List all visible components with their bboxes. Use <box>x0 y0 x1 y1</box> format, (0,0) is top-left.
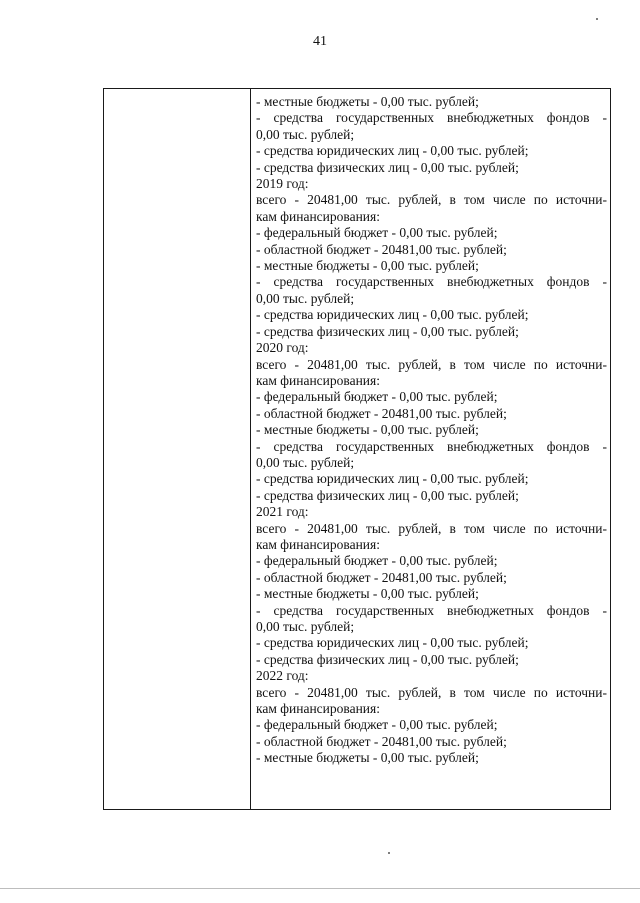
content-line: кам финансирования: <box>256 208 380 224</box>
page-number: 41 <box>313 34 327 49</box>
content-line: - средства юридических лиц - 0,00 тыс. рублей; <box>256 307 529 323</box>
content-line: - местные бюджеты - 0,00 тыс. рублей; <box>256 258 479 274</box>
scan-speck <box>596 18 598 20</box>
content-line: - средства государственных внебюджетных фондов - <box>256 274 607 290</box>
content-line: - средства государственных внебюджетных фондов - <box>256 438 607 454</box>
content-line: всего - 20481,00 тыс. рублей, в том числе по источни- <box>256 520 607 536</box>
content-line: - средства юридических лиц - 0,00 тыс. рублей; <box>256 635 529 651</box>
content-line: - федеральный бюджет - 0,00 тыс. рублей; <box>256 389 498 405</box>
content-line: - федеральный бюджет - 0,00 тыс. рублей; <box>256 553 498 569</box>
content-line: - местные бюджеты - 0,00 тыс. рублей; <box>256 94 479 109</box>
content-line: - областной бюджет - 20481,00 тыс. рублей; <box>256 569 507 585</box>
content-line: - средства государственных внебюджетных фондов - <box>256 110 607 126</box>
content-line: - средства юридических лиц - 0,00 тыс. рублей; <box>256 471 529 487</box>
content-line: 0,00 тыс. рублей; <box>256 290 355 306</box>
content-line: - средства физических лиц - 0,00 тыс. рублей; <box>256 323 519 339</box>
content-line: - средства физических лиц - 0,00 тыс. рублей; <box>256 651 519 667</box>
content-line: - областной бюджет - 20481,00 тыс. рублей; <box>256 405 507 421</box>
content-line: - местные бюджеты - 0,00 тыс. рублей; <box>256 750 479 766</box>
content-line: кам финансирования: <box>256 536 380 552</box>
content-line: 2019 год: <box>256 176 309 192</box>
content-line: 2022 год: <box>256 668 309 684</box>
content-line: - областной бюджет - 20481,00 тыс. рублей; <box>256 733 507 749</box>
content-line: 2020 год: <box>256 340 309 356</box>
content-line: - местные бюджеты - 0,00 тыс. рублей; <box>256 586 479 602</box>
content-line: кам финансирования: <box>256 372 380 388</box>
content-line: всего - 20481,00 тыс. рублей, в том числе по источни- <box>256 356 607 372</box>
content-line: - областной бюджет - 20481,00 тыс. рублей; <box>256 241 507 257</box>
content-line: - средства физических лиц - 0,00 тыс. рублей; <box>256 487 519 503</box>
content-line: всего - 20481,00 тыс. рублей, в том числе по источни- <box>256 684 607 700</box>
scan-edge-line <box>0 888 640 889</box>
content-line: - местные бюджеты - 0,00 тыс. рублей; <box>256 422 479 438</box>
content-line: всего - 20481,00 тыс. рублей, в том числе по источни- <box>256 192 607 208</box>
content-line: 0,00 тыс. рублей; <box>256 126 355 142</box>
content-line: - средства государственных внебюджетных фондов - <box>256 602 607 618</box>
content-line: 0,00 тыс. рублей; <box>256 454 355 470</box>
scan-speck <box>388 852 390 854</box>
content-line: - федеральный бюджет - 0,00 тыс. рублей; <box>256 717 498 733</box>
content-line: - средства физических лиц - 0,00 тыс. рублей; <box>256 159 519 175</box>
content-line: 2021 год: <box>256 504 309 520</box>
table-content-cell <box>251 89 610 809</box>
content-line: кам финансирования: <box>256 701 380 717</box>
table-label-cell <box>104 89 251 809</box>
financing-table <box>103 88 611 810</box>
content-line: - федеральный бюджет - 0,00 тыс. рублей; <box>256 225 498 241</box>
content-line: - средства юридических лиц - 0,00 тыс. рублей; <box>256 143 529 159</box>
content-line: 0,00 тыс. рублей; <box>256 619 355 634</box>
